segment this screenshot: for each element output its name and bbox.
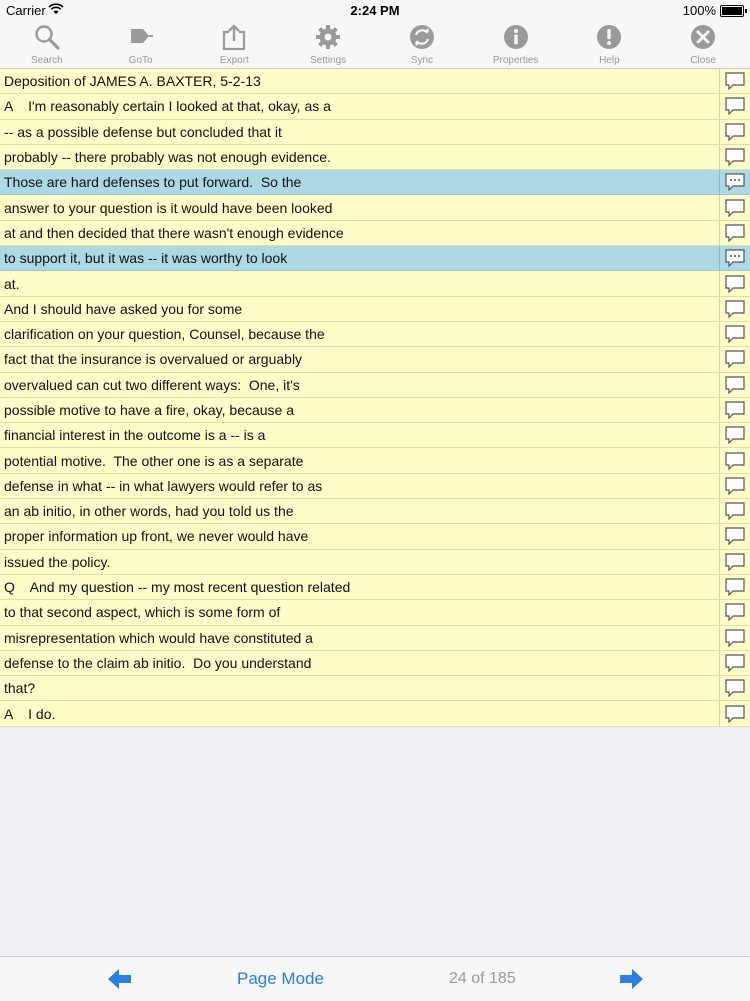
annotation-button[interactable] (719, 701, 750, 725)
annotation-button[interactable] (719, 423, 750, 447)
transcript-line[interactable] (0, 550, 750, 575)
line-text: clarification on your question, Counsel, because the (4, 326, 325, 343)
note-icon (725, 578, 745, 596)
transcript-line[interactable] (0, 600, 750, 625)
line-text: defense in what -- in what lawyers would refer to as (4, 477, 323, 494)
line-text: And I should have asked you for some (4, 300, 243, 317)
arrow-right-icon (619, 969, 643, 989)
search-icon (33, 23, 61, 51)
transcript-line[interactable] (0, 297, 750, 322)
goto-icon (127, 23, 155, 51)
note-icon (725, 527, 745, 545)
note-icon (725, 72, 745, 90)
note-icon (725, 502, 745, 520)
goto-label: GoTo (128, 55, 153, 66)
line-text: probably -- there probably was not enough evidence. (4, 149, 331, 166)
annotation-button[interactable] (719, 271, 750, 295)
line-text: potential motive. The other one is as a separate (4, 452, 304, 469)
line-text: Those are hard defenses to put forward. So the (4, 174, 302, 191)
line-text: A I do. (4, 705, 56, 722)
annotation-button[interactable] (719, 499, 750, 523)
line-text: A I'm reasonably certain I looked at that, okay, as a (4, 98, 331, 115)
line-text: possible motive to have a fire, okay, because a (4, 402, 295, 418)
note-icon (725, 477, 745, 495)
annotation-button[interactable] (719, 170, 750, 194)
gear-icon (314, 23, 342, 51)
search-label: Search (31, 55, 63, 66)
note-icon (725, 199, 745, 217)
properties-label: Properties (492, 55, 539, 66)
note-icon (725, 123, 745, 141)
bottom-bar (0, 956, 750, 1001)
clock: 2:24 PM (350, 3, 400, 18)
annotation-button[interactable] (719, 221, 750, 245)
transcript-line[interactable] (0, 676, 750, 701)
note-icon (725, 275, 745, 293)
note-icon (725, 325, 745, 343)
transcript-line[interactable] (0, 423, 750, 448)
annotation-button[interactable] (719, 651, 750, 675)
line-text: proper information up front, we never would have (4, 528, 309, 545)
annotation-button[interactable] (719, 69, 750, 93)
close-icon (689, 23, 717, 51)
transcript-line[interactable] (0, 322, 750, 347)
note-icon (725, 553, 745, 571)
annotation-button[interactable] (719, 347, 750, 371)
note-icon (725, 97, 745, 115)
search-button[interactable] (0, 20, 94, 68)
line-text: defense to the claim ab initio. Do you understand (4, 654, 312, 671)
next-page-button[interactable] (619, 969, 643, 994)
transcript-line[interactable] (0, 398, 750, 423)
goto-button[interactable] (94, 20, 188, 68)
transcript-line[interactable] (0, 499, 750, 524)
annotation-button[interactable] (719, 297, 750, 321)
transcript-line[interactable] (0, 94, 750, 119)
export-icon (220, 23, 248, 51)
transcript-line[interactable] (0, 701, 750, 726)
line-text: answer to your question is it would have been looked (4, 199, 333, 216)
note-icon (725, 148, 745, 166)
note-icon (725, 350, 745, 368)
note-icon (725, 300, 745, 318)
transcript-line[interactable] (0, 524, 750, 549)
battery-icon (720, 5, 744, 17)
annotation-button[interactable] (719, 398, 750, 422)
transcript-line[interactable] (0, 271, 750, 296)
note-icon (725, 224, 745, 242)
annotation-button[interactable] (719, 246, 750, 270)
annotation-button[interactable] (719, 322, 750, 346)
close-label: Close (690, 55, 716, 66)
line-text: fact that the insurance is overvalued or arguably (4, 351, 303, 368)
note-icon (725, 705, 745, 723)
transcript-line[interactable] (0, 373, 750, 398)
annotation-button[interactable] (719, 600, 750, 624)
toolbar (0, 20, 750, 69)
line-text: to that second aspect, which is some form of (4, 604, 281, 621)
transcript-lines (0, 69, 750, 727)
note-icon (725, 679, 745, 697)
carrier-label: Carrier (6, 3, 46, 18)
transcript-line[interactable] (0, 221, 750, 246)
annotation-button[interactable] (719, 626, 750, 650)
status-bar (0, 0, 750, 20)
page-indicator: 24 of 185 (449, 970, 516, 987)
transcript-line[interactable] (0, 575, 750, 600)
help-button[interactable] (563, 20, 657, 68)
annotation-button[interactable] (719, 676, 750, 700)
note-icon (725, 452, 745, 470)
line-text: overvalued can cut two different ways: One, it's (4, 376, 300, 393)
transcript-line[interactable] (0, 120, 750, 145)
sync-label: Sync (410, 55, 433, 66)
line-text: that? (4, 680, 36, 697)
note-icon (725, 603, 745, 621)
note-filled-icon (725, 173, 745, 191)
annotation-button[interactable] (719, 575, 750, 599)
settings-label: Settings (310, 55, 347, 66)
transcript-line[interactable] (0, 195, 750, 220)
export-label: Export (219, 55, 249, 66)
line-text: to support it, but it was -- it was worthy to look (4, 250, 288, 267)
note-icon (725, 654, 745, 672)
transcript-line[interactable] (0, 651, 750, 676)
settings-button[interactable] (281, 20, 375, 68)
line-text: misrepresentation which would have constituted a (4, 629, 313, 646)
battery-percent: 100% (682, 3, 716, 18)
annotation-button[interactable] (719, 195, 750, 219)
previous-page-button[interactable] (108, 969, 132, 994)
sync-button[interactable] (375, 20, 469, 68)
line-text: -- as a possible defense but concluded that it (4, 123, 282, 140)
page-mode-button[interactable]: Page Mode (237, 969, 324, 988)
export-button[interactable] (188, 20, 282, 68)
line-text: issued the policy. (4, 553, 111, 570)
annotation-button[interactable] (719, 550, 750, 574)
properties-button[interactable] (469, 20, 563, 68)
line-text: at and then decided that there wasn't enough evidence (4, 224, 344, 241)
transcript-line[interactable] (0, 246, 750, 271)
transcript-line[interactable] (0, 170, 750, 195)
transcript-line[interactable] (0, 474, 750, 499)
line-text: at. (4, 275, 20, 292)
line-text: Deposition of JAMES A. BAXTER, 5-2-13 (4, 73, 261, 90)
help-label: Help (599, 55, 620, 66)
transcript-line[interactable] (0, 448, 750, 473)
close-button[interactable] (656, 20, 750, 68)
transcript-line[interactable] (0, 69, 750, 94)
transcript-line[interactable] (0, 145, 750, 170)
info-icon (502, 23, 530, 51)
annotation-button[interactable] (719, 524, 750, 548)
annotation-button[interactable] (719, 120, 750, 144)
line-text: financial interest in the outcome is a -- is a (4, 427, 266, 444)
help-icon (595, 23, 623, 51)
annotation-button[interactable] (719, 373, 750, 397)
sync-icon (408, 23, 436, 51)
note-icon (725, 426, 745, 444)
transcript-line[interactable] (0, 347, 750, 372)
note-icon (725, 376, 745, 394)
transcript-line[interactable] (0, 626, 750, 651)
annotation-button[interactable] (719, 474, 750, 498)
line-text: an ab initio, in other words, had you told us the (4, 503, 294, 520)
annotation-button[interactable] (719, 145, 750, 169)
annotation-button[interactable] (719, 448, 750, 472)
line-text: Q And my question -- my most recent question related (4, 579, 351, 596)
arrow-left-icon (108, 969, 132, 989)
annotation-button[interactable] (719, 94, 750, 118)
note-filled-icon (725, 249, 745, 267)
note-icon (725, 629, 745, 647)
note-icon (725, 401, 745, 419)
